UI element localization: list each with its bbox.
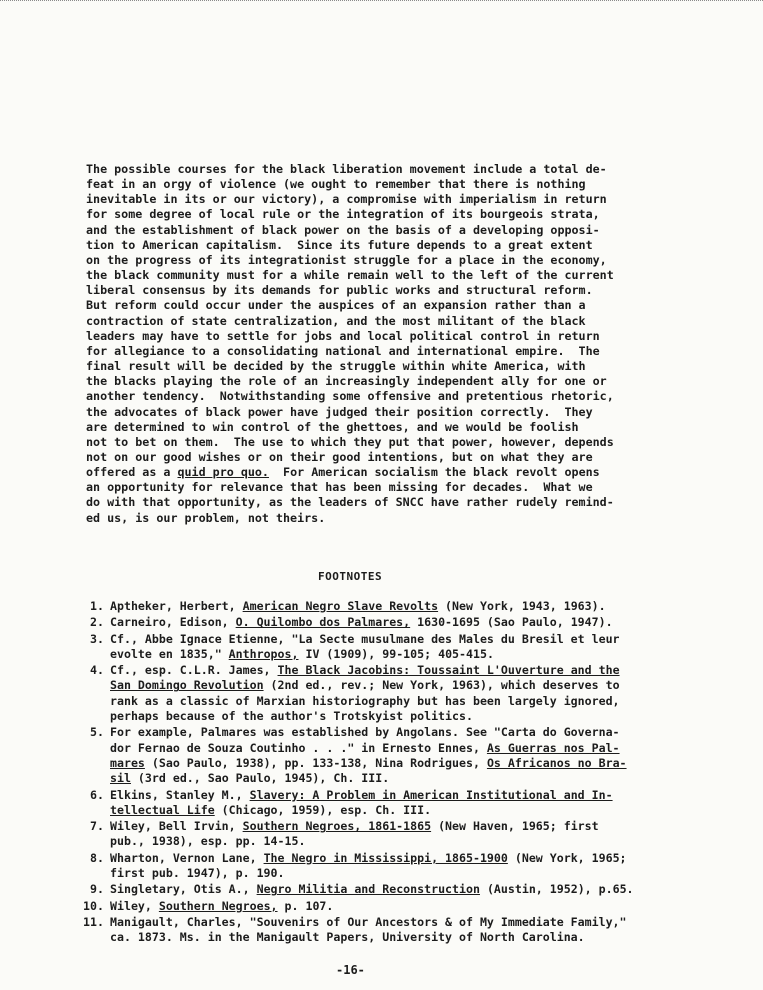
paragraph-line: are determined to win control of the ghettoes, and we would be foolish xyxy=(86,419,579,434)
footnote-title: O. Quilombo dos Palmares, xyxy=(235,615,411,630)
footnote-title: Negro Militia and Reconstruction xyxy=(256,882,480,897)
footnote-text: (2nd ed., rev.; New York, 1963), which deserves to xyxy=(263,678,620,693)
footnote-title: Anthropos, xyxy=(228,646,299,661)
footnote-title: Slavery: A Problem in American Institutional and In- xyxy=(249,787,613,802)
paragraph-line-end: For American socialism the black revolt opens xyxy=(283,465,600,480)
footnote-title: sil xyxy=(110,771,131,786)
footnote-text: ca. 1873. Ms. in the Manigault Papers, University of North Carolina. xyxy=(110,930,585,945)
paragraph-line: contraction of state centralization, and the most militant of the black xyxy=(86,313,586,328)
footnote-text: Singletary, Otis A., xyxy=(110,882,257,897)
footnote-text: Wharton, Vernon Lane, xyxy=(110,850,264,865)
paragraph-line xyxy=(86,465,686,480)
footnote-title: mares xyxy=(110,755,145,770)
footnote-number: 4. xyxy=(90,663,104,678)
footnote-text: Cf., esp. C.L.R. James, xyxy=(110,663,278,678)
body-paragraph xyxy=(86,162,686,526)
footnote xyxy=(82,915,682,946)
footnote-title: tellectual Life xyxy=(110,802,215,817)
footnote xyxy=(82,882,682,897)
paragraph-line: ed us, is our problem, not theirs. xyxy=(86,510,326,525)
paragraph-line: an opportunity for relevance that has been missing for decades. What we xyxy=(86,480,593,495)
footnote-title: As Guerras nos Pal- xyxy=(486,740,620,755)
footnote xyxy=(82,632,682,663)
paragraph-line: the advocates of black power have judged their position correctly. They xyxy=(86,404,593,419)
footnotes-title: FOOTNOTES xyxy=(318,570,383,583)
footnote xyxy=(82,788,682,819)
footnote-text: dor Fernao de Souza Coutinho . . ." in Ernesto Ennes, xyxy=(110,740,487,755)
footnote-text: Aptheker, Herbert, xyxy=(110,599,243,613)
footnote-number: 9. xyxy=(90,882,104,897)
footnote-text: (New Haven, 1965; first xyxy=(431,819,599,834)
footnote-number: 2. xyxy=(90,615,104,630)
footnote-title: American Negro Slave Revolts xyxy=(242,599,439,613)
footnote-text: p. 107. xyxy=(277,898,334,913)
footnotes-list xyxy=(82,599,682,947)
page-top-edge xyxy=(0,0,763,7)
footnote-text: pub., 1938), esp. pp. 14-15. xyxy=(110,834,306,849)
footnote-title: Southern Negroes, 1861-1865 xyxy=(242,819,432,834)
footnote-text: Wiley, xyxy=(110,898,159,913)
footnote xyxy=(82,663,682,724)
footnote-text: Elkins, Stanley M., xyxy=(110,787,250,802)
footnote-text: evolte en 1835," xyxy=(110,646,229,661)
footnote-text: 1630-1695 (Sao Paulo, 1947). xyxy=(410,615,613,630)
footnote-text: (Chicago, 1959), esp. Ch. III. xyxy=(214,802,432,817)
footnote xyxy=(82,725,682,786)
footnote-number: 11. xyxy=(83,914,104,929)
footnote-text: Cf., Abbe Ignace Etienne, "La Secte musulmane des Males du Bresil et leur xyxy=(110,631,620,646)
footnote-text: (New York, 1965; xyxy=(507,850,627,865)
footnote-number: 1. xyxy=(90,599,104,613)
page-number: -16- xyxy=(336,963,365,977)
footnote xyxy=(82,851,682,882)
footnote-text: perhaps because of the author's Trotskyist politics. xyxy=(110,709,473,724)
footnote-number: 6. xyxy=(90,787,104,802)
paragraph-line: not to bet on them. The use to which they put that power, however, depends xyxy=(86,434,614,449)
paragraph-line: on the progress of its integrationist struggle for a place in the economy, xyxy=(86,252,607,267)
footnote-text: (Austin, 1952), p.65. xyxy=(479,882,634,897)
footnote xyxy=(82,615,682,630)
footnote-title: Os Africanos no Bra- xyxy=(486,755,627,770)
footnote-number: 10. xyxy=(83,898,104,913)
footnote-text: first pub. 1947), p. 190. xyxy=(110,866,285,881)
paragraph-line: But reform could occur under the auspices of an expansion rather than a xyxy=(86,298,586,313)
footnote-number: 3. xyxy=(90,631,104,646)
footnote-number: 5. xyxy=(90,725,104,740)
paragraph-line: not on our good wishes or on their good intentions, but on what they are xyxy=(86,449,593,464)
paragraph-line: inevitable in its or our victory), a compromise with imperialism in return xyxy=(86,192,607,207)
paragraph-line: final result will be decided by the struggle within white America, with xyxy=(86,359,586,374)
paragraph-line: the blacks playing the role of an increasingly independent ally for one or xyxy=(86,374,607,389)
footnote-title: San Domingo Revolution xyxy=(110,678,264,693)
footnote-text: Carneiro, Edison, xyxy=(110,615,236,630)
paragraph-line: feat in an orgy of violence (we ought to remember that there is nothing xyxy=(86,177,586,192)
paragraph-line: The possible courses for the black liberation movement include a total de- xyxy=(86,162,607,176)
paragraph-line: leaders may have to settle for jobs and local political control in return xyxy=(86,328,600,343)
footnote-title: The Black Jacobins: Toussaint L'Ouverture and the xyxy=(277,663,620,678)
paragraph-line: tion to American capitalism. Since its future depends to a great extent xyxy=(86,237,593,252)
footnote-text: (3rd ed., Sao Paulo, 1945), Ch. III. xyxy=(130,771,390,786)
paragraph-line: and the establishment of black power on the basis of a developing opposi- xyxy=(86,222,600,237)
footnote-text: IV (1909), 99-105; 405-415. xyxy=(298,646,494,661)
paragraph-line: for some degree of local rule or the integration of its bourgeois strata, xyxy=(86,207,600,222)
footnote xyxy=(82,899,682,914)
paragraph-line: another tendency. Notwithstanding some offensive and pretentious rhetoric, xyxy=(86,389,614,404)
footnote-text: For example, Palmares was established by Angolans. See "Carta do Governa- xyxy=(110,725,620,740)
footnote-text: (Sao Paulo, 1938), pp. 133-138, Nina Rodrigues, xyxy=(144,755,487,770)
footnote-number: 7. xyxy=(90,819,104,834)
footnote-text: rank as a classic of Marxian historiography but has been largely ignored, xyxy=(110,693,620,708)
footnote-text: Manigault, Charles, "Souvenirs of Our Ancestors & of My Immediate Family," xyxy=(110,914,627,929)
footnote-text: Wiley, Bell Irvin, xyxy=(110,819,243,834)
footnote xyxy=(82,599,682,614)
footnote xyxy=(82,819,682,850)
footnote-text: (New York, 1943, 1963). xyxy=(438,599,606,613)
paragraph-line: for allegiance to a consolidating national and international empire. The xyxy=(86,343,600,358)
paragraph-line: do with that opportunity, as the leaders of SNCC have rather rudely remind- xyxy=(86,495,614,510)
footnote-title: The Negro in Mississippi, 1865-1900 xyxy=(263,850,508,865)
footnote-number: 8. xyxy=(90,850,104,865)
paragraph-line: liberal consensus by its demands for public works and structural reform. xyxy=(86,283,593,298)
paragraph-line-start: offered as a xyxy=(86,465,178,480)
quid-pro-quo: quid pro quo. xyxy=(177,465,269,480)
paragraph-line: the black community must for a while remain well to the left of the current xyxy=(86,268,614,283)
footnote-title: Southern Negroes, xyxy=(158,898,278,913)
